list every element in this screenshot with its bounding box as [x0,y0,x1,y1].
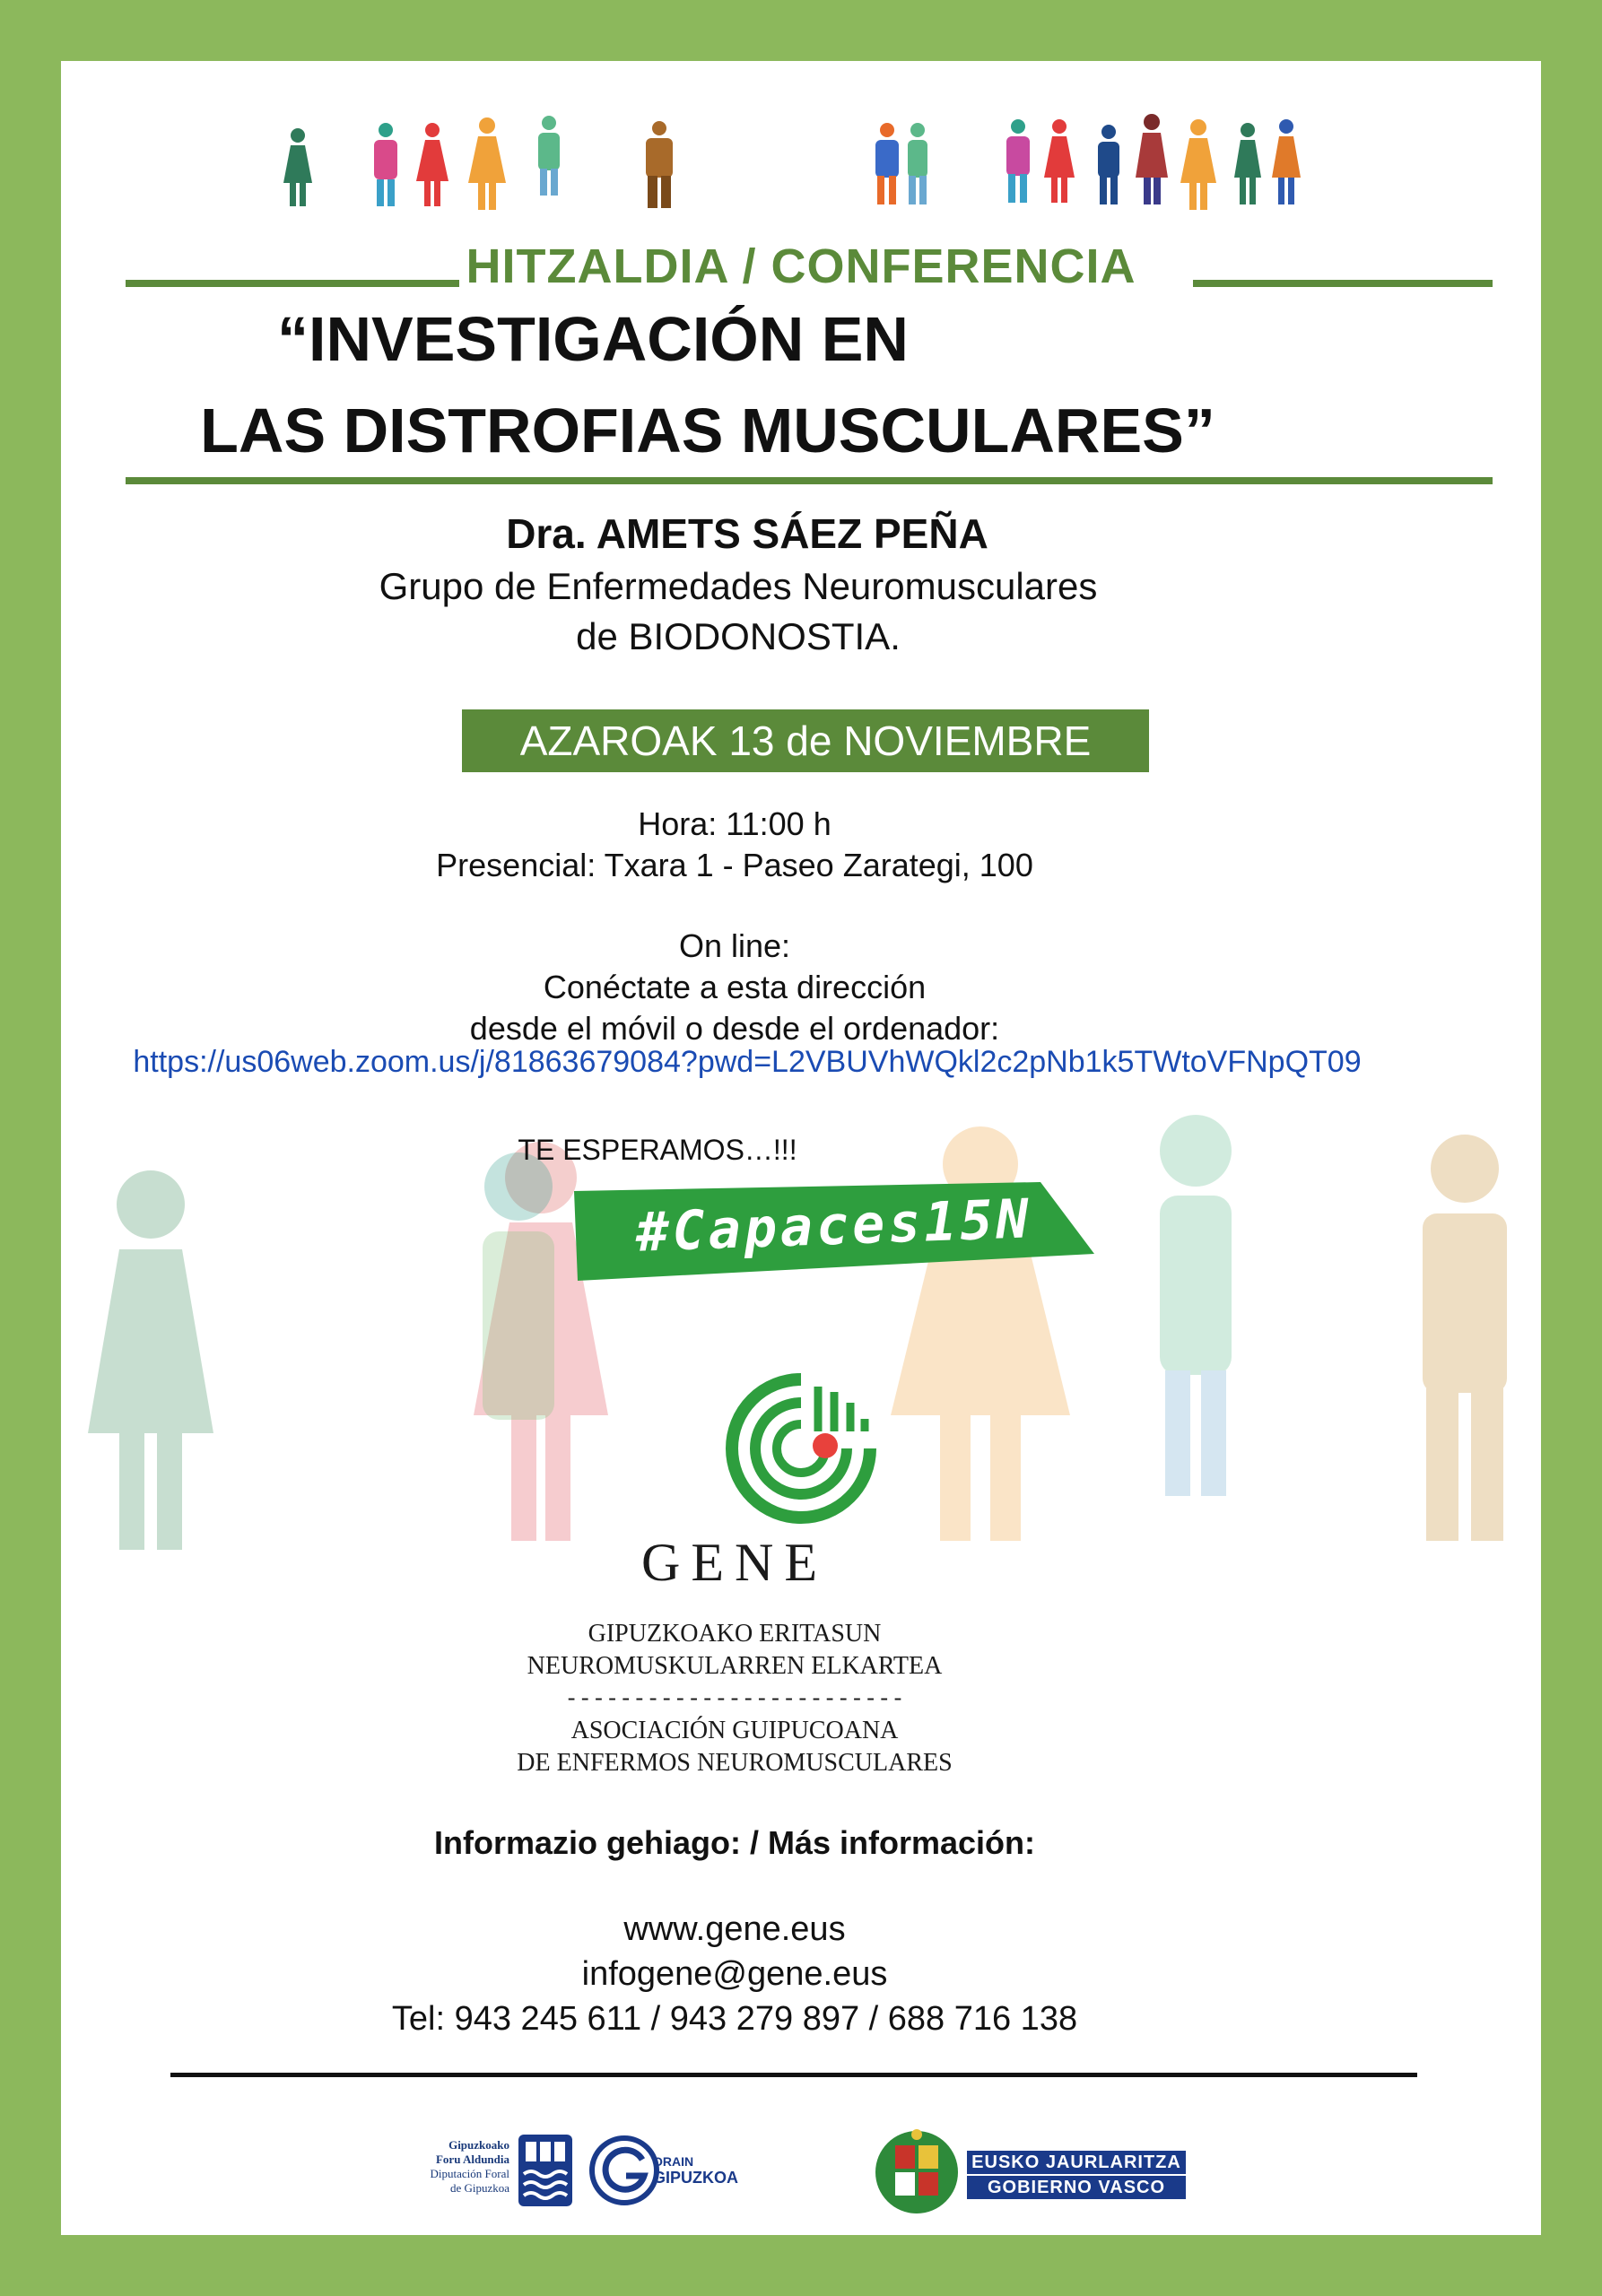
bg-person-figure-icon [1133,1110,1258,1505]
poster-sheet [61,61,1541,2235]
gobierno-vasco-label: GOBIERNO VASCO [987,2178,1166,2197]
person-figure-icon [414,122,450,208]
farewell-text: TE ESPERAMOS…!!! [518,1134,797,1166]
footer-rule [170,2073,1417,2077]
diputacion-text-3: Diputación Foral [430,2167,509,2180]
person-figure-icon [1042,118,1076,204]
person-figure-icon [1232,122,1263,206]
event-time: Hora: 11:00 h [638,805,831,842]
contact-email[interactable]: infogene@gene.eus [581,1955,888,1993]
person-figure-icon [1003,118,1033,204]
contact-phones: Tel: 943 245 611 / 943 279 897 / 688 716 138 [391,2000,1078,2038]
section-label: HITZALDIA / CONFERENCIA [466,239,1136,293]
figures-right-group [868,113,1371,221]
gobierno-vasco-logo [874,2124,1286,2222]
event-date-banner: AZAROAK 13 de NOVIEMBRE [462,709,1149,772]
diputacion-text-4: de Gipuzkoa [449,2181,509,2195]
person-figure-icon [1270,118,1302,206]
person-figure-icon [872,122,902,206]
organizer-spanish-line-2: DE ENFERMOS NEUROMUSCULARES [517,1749,953,1777]
diputacion-text-2: Foru Aldundia [435,2152,509,2166]
hashtag-banner [574,1182,1094,1281]
gene-logo-wordmark: GENE [641,1533,828,1592]
person-figure-icon [466,117,508,212]
bg-person-figure-icon [1406,1128,1523,1550]
event-venue: Presencial: Txara 1 - Paseo Zarategi, 100 [436,847,1033,883]
person-figure-icon [535,115,563,197]
gipuzkoa-text: GIPUZKOA [653,2169,739,2187]
diputacion-text-1: Gipuzkoako [448,2138,509,2152]
organizer-basque-line-1: GIPUZKOAKO ERITASUN [588,1620,882,1648]
person-figure-icon [642,120,676,210]
speaker-name: Dra. AMETS SÁEZ PEÑA [506,510,988,557]
gene-logo-icon [725,1372,877,1525]
organizer-spanish-line-1: ASOCIACIÓN GUIPUCOANA [570,1717,899,1744]
gobierno-vasco-text [967,2151,1186,2199]
person-figure-icon [1179,118,1218,212]
eusko-jaurlaritza-text: EUSKO JAURLARITZA [967,2151,1186,2176]
more-info-heading: Informazio gehiago: / Más información: [433,1824,1036,1861]
online-instructions-line-2: desde el móvil o desde el ordenador: [469,1010,1000,1047]
person-figure-icon [370,122,402,208]
orain-text: ORAIN [653,2154,694,2169]
title-rule-bottom [126,477,1493,484]
person-figure-icon [1134,113,1170,206]
title-line-1: “INVESTIGACIÓN EN [277,304,909,374]
title-line-2: LAS DISTROFIAS MUSCULARES” [200,396,1215,465]
figures-left-group [282,113,694,221]
person-figure-icon [1091,124,1127,206]
person-figure-icon [904,122,931,206]
organizer-basque-line-2: NEUROMUSKULARREN ELKARTEA [527,1652,943,1680]
contact-website[interactable]: www.gene.eus [623,1910,846,1948]
speaker-affiliation-line-1: Grupo de Enfermedades Neuromusculares [379,565,1098,607]
diputacion-shield-icon [517,2133,574,2208]
organizer-divider: - - - - - - - - - - - - - - - - - - - - - - - - - [567,1684,902,1710]
orain-gipuzkoa-logo-icon [587,2133,662,2208]
basque-coat-of-arms-icon [874,2124,960,2221]
diputacion-logo [402,2133,739,2231]
online-instructions-line-1: Conéctate a esta dirección [543,969,927,1005]
zoom-meeting-link[interactable]: https://us06web.zoom.us/j/81863679084?pwd=L2VBUVhWQkl2c2pNb1k5TWtoVFNpQT09 [133,1045,1362,1079]
hashtag-text: #Capaces15N [635,1187,1033,1265]
person-figure-icon [282,127,314,208]
bg-person-figure-icon [79,1164,222,1559]
online-label: On line: [678,927,791,964]
speaker-affiliation-line-2: de BIODONOSTIA. [576,615,901,657]
